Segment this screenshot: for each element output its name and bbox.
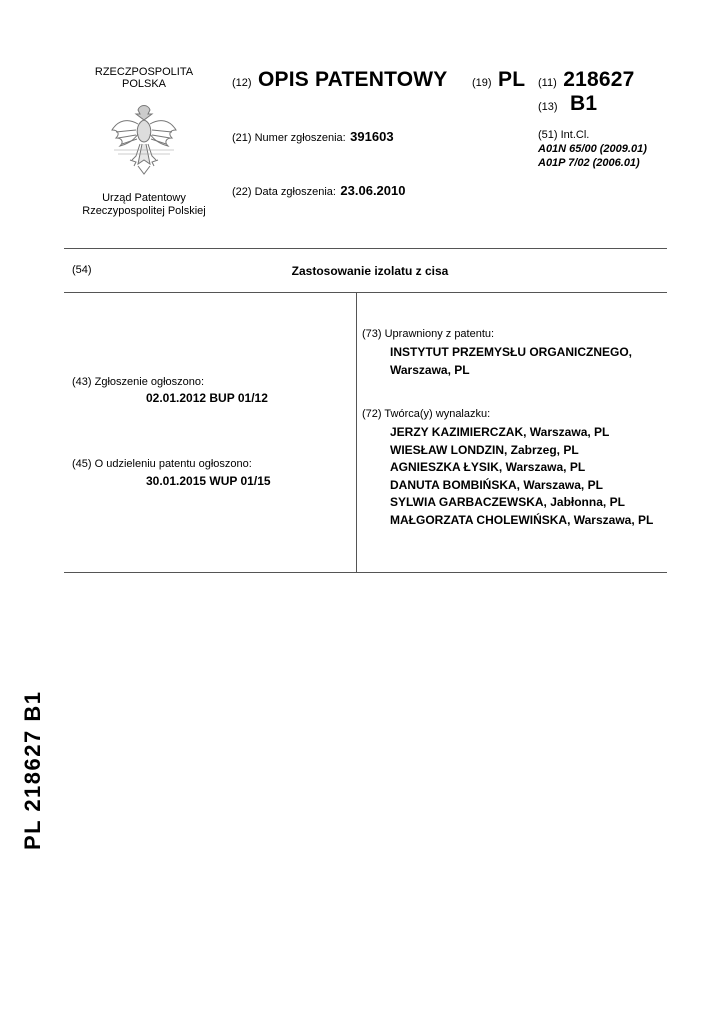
code-11: (11) (538, 77, 557, 89)
document-type (232, 68, 448, 92)
ipc-class-2: A01P 7/02 (2006.01) (538, 157, 640, 169)
kind-code: B1 (570, 92, 598, 115)
kind-code-block (538, 92, 597, 116)
patent-office-name (70, 192, 218, 218)
ipc-block (538, 128, 647, 170)
patent-title: Zastosowanie izolatu z cisa (291, 264, 449, 278)
owner-label: (73) Uprawniony z patentu: (362, 328, 495, 340)
owner (390, 344, 632, 379)
inventors-label: (72) Twórca(y) wynalazku: (362, 408, 491, 420)
application-number: 391603 (350, 129, 394, 144)
country-code: PL (498, 68, 526, 91)
divider-column (356, 292, 357, 573)
granted-value: 30.01.2015 WUP 01/15 (146, 474, 271, 488)
code-13: (13) (538, 101, 558, 113)
inventors-list (390, 424, 653, 529)
published-value: 02.01.2012 BUP 01/12 (146, 391, 268, 405)
code-12: (12) (232, 77, 252, 89)
owner-name: INSTYTUT PRZEMYSŁU ORGANICZNEGO, (390, 345, 633, 359)
filing-date-block (232, 182, 405, 200)
divider-title (64, 292, 667, 293)
side-document-id: PL 218627 B1 (20, 690, 45, 850)
country-name (80, 66, 208, 90)
patent-office-line1: Urząd Patentowy (102, 192, 186, 204)
patent-office-line2: Rzeczypospolitej Polskiej (82, 205, 206, 217)
inventor-item: SYLWIA GARBACZEWSKA, Jabłonna, PL (390, 495, 625, 509)
document-type-text: OPIS PATENTOWY (258, 68, 448, 91)
filing-date: 23.06.2010 (340, 183, 406, 198)
country-code-block (472, 68, 525, 92)
inventor-item: JERZY KAZIMIERCZAK, Warszawa, PL (390, 425, 610, 439)
inventor-item: AGNIESZKA ŁYSIK, Warszawa, PL (390, 460, 586, 474)
filing-date-label: (22) Data zgłoszenia: (232, 186, 336, 198)
divider-bottom (64, 572, 667, 573)
country-name-line2: POLSKA (121, 78, 167, 90)
published-label: (43) Zgłoszenie ogłoszono: (72, 376, 205, 388)
application-number-label: (21) Numer zgłoszenia: (232, 132, 346, 144)
inventor-item: DANUTA BOMBIŃSKA, Warszawa, PL (390, 477, 603, 492)
granted-label: (45) O udzieleniu patentu ogłoszono: (72, 458, 252, 470)
application-number-block (232, 128, 394, 146)
country-name-line1: RZECZPOSPOLITA (94, 66, 194, 78)
patent-number: 218627 (563, 68, 635, 91)
divider-top (64, 248, 667, 249)
ipc-class-1: A01N 65/00 (2009.01) (538, 143, 647, 155)
code-54: (54) (72, 264, 92, 276)
code-19: (19) (472, 77, 492, 89)
inventor-item: MAŁGORZATA CHOLEWIŃSKA, Warszawa, PL (390, 512, 654, 527)
owner-location: Warszawa, PL (390, 362, 470, 377)
patent-number-block (538, 68, 634, 92)
ipc-label: (51) Int.Cl. (538, 129, 590, 141)
inventor-item: WIESŁAW LONDZIN, Zabrzeg, PL (390, 442, 579, 457)
eagle-emblem-icon (108, 100, 180, 180)
